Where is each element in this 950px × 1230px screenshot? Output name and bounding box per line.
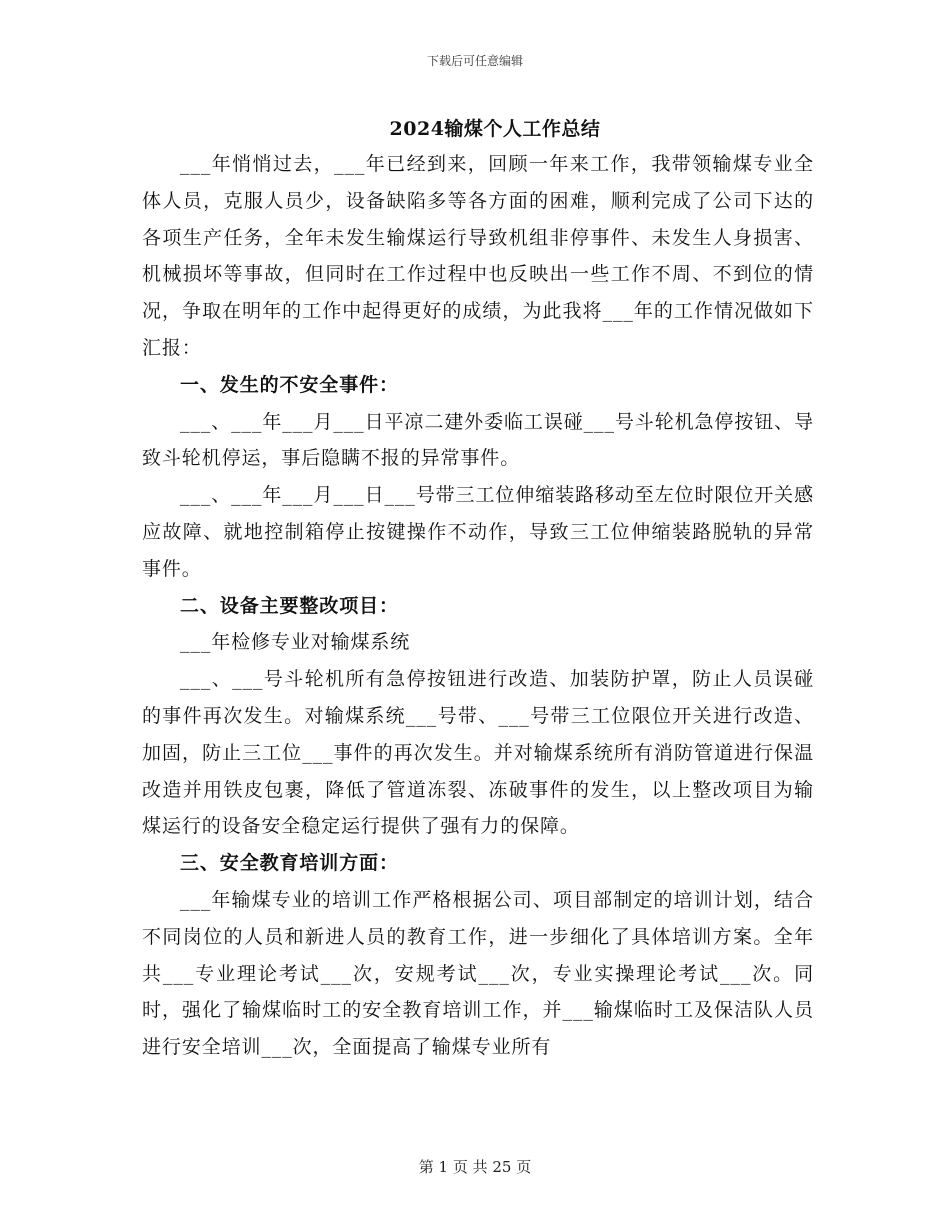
section-heading: 二、设备主要整改项目： [180, 594, 399, 617]
paragraph: ___年悄悄过去，___年已经到来，回顾一年来工作，我带领输煤专业全体人员，克服人员少，设备缺陷多等各方面的困难，顺利完成了公司下达的各项生产任务，全年未发生输煤运行导致机组非停事件、未发生人身损害、机械损坏等事故，但同时在工作过程中也反映出一些工作不周、不到位的情况，争取在明年的工作中起得更好的成绩，为此我将___年的工作情况做如下汇报： [142, 153, 814, 359]
paragraph: ___、___号斗轮机所有急停按钮进行改造、加装防护罩，防止人员误碰的事件再次发生。对输煤系统___号带、___号带三工位限位开关进行改造、加固，防止三工位___事件的再次发生。并对输煤系统所有消防管道进行保温改造并用铁皮包裹，降低了管道冻裂、冻破事件的发生，以上整改项目为输煤运行的设备安全稳定运行提供了强有力的保障。 [142, 668, 814, 838]
paragraph: ___年输煤专业的培训工作严格根据公司、项目部制定的培训计划，结合不同岗位的人员和新进人员的教育工作，进一步细化了具体培训方案。全年共___专业理论考试___次，安规考试___次，专业实操理论考试___次。同时，强化了输煤临时工的安全教育培训工作，并___输煤临时工及保洁队人员进行安全培训___次，全面提高了输煤专业所有 [142, 888, 814, 1059]
header-note: 下载后可任意编辑 [426, 54, 523, 68]
section-heading: 三、安全教育培训方面： [180, 852, 399, 875]
document-title: 2024输煤个人工作总结 [389, 118, 601, 140]
paragraph: ___年检修专业对输煤系统 [180, 631, 411, 654]
section-heading: 一、发生的不安全事件： [180, 373, 399, 396]
document-body [142, 146, 814, 1066]
page-footer: 第 1 页 共 25 页 [418, 1158, 532, 1176]
paragraph: ___、___年___月___日___号带三工位伸缩装路移动至左位时限位开关感应故障、就地控制箱停止按键操作不动作，导致三工位伸缩装路脱轨的异常事件。 [142, 484, 814, 580]
paragraph: ___、___年___月___日平凉二建外委临工误碰___号斗轮机急停按钮、导致斗轮机停运，事后隐瞒不报的异常事件。 [142, 410, 814, 470]
